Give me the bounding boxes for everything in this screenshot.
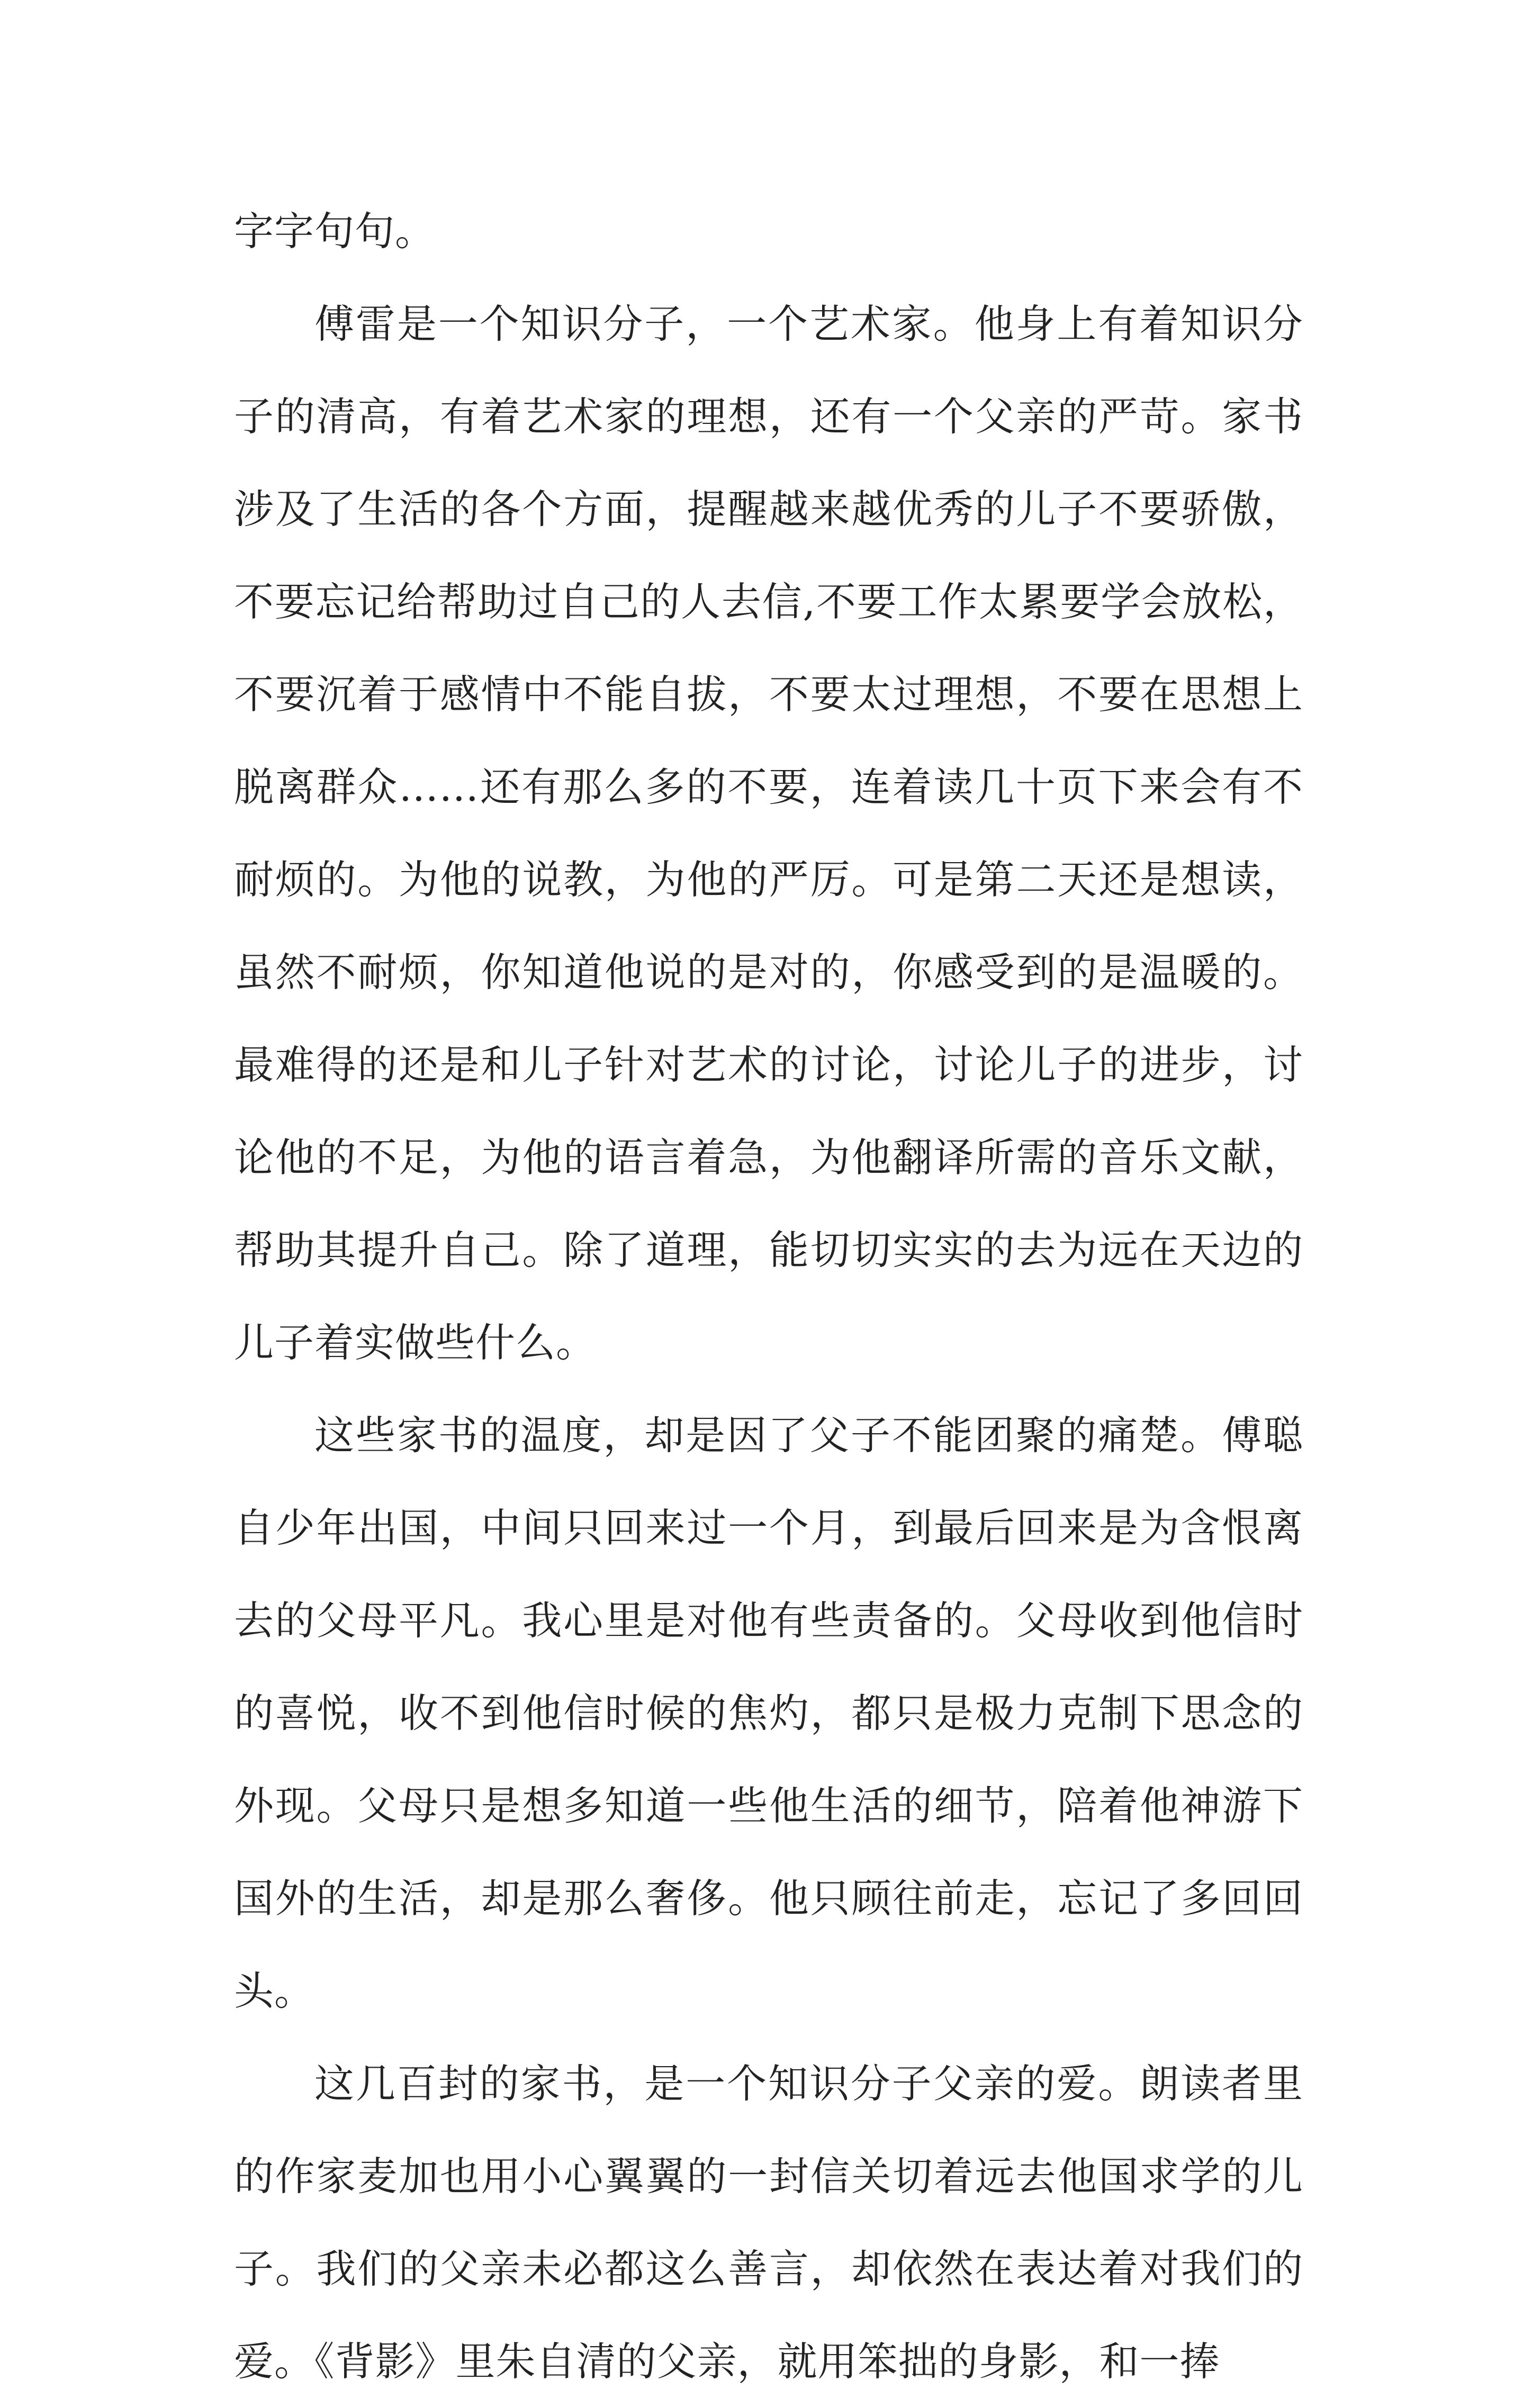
paragraph-fathers-love: 这几百封的家书，是一个知识分子父亲的爱。朗读者里的作家麦加也用小心翼翼的一封信关切着远去他国求学的儿子。我们的父亲未必都这么善言，却依然在表达着对我们的爱。《背影》里朱自清的父亲，就用笨拙的身影，和一捧 — [234, 2060, 1303, 2385]
paragraph-letters-warmth: 这些家书的温度，却是因了父子不能团聚的痛楚。傅聪自少年出国，中间只回来过一个月，到最后回来是为含恨离去的父母平凡。我心里是对他有些责备的。父母收到他信时的喜悦，收不到他信时候的焦灼，都只是极力克制下思念的外现。父母只是想多知道一些他生活的细节，陪着他神游下国外的生活，却是那么奢侈。他只顾往前走，忘记了多回回头。 — [234, 1412, 1303, 2014]
article-body — [234, 185, 1303, 2408]
paragraph-fu-lei: 傅雷是一个知识分子，一个艺术家。他身上有着知识分子的清高，有着艺术家的理想，还有一个父亲的严苛。家书涉及了生活的各个方面，提醒越来越优秀的儿子不要骄傲，不要忘记给帮助过自己的人去信,不要工作太累要学会放松，不要沉着于感情中不能自拔，不要太过理想，不要在思想上脱离群众……还有那么多的不要，连着读几十页下来会有不耐烦的。为他的说教，为他的严厉。可是第二天还是想读，虽然不耐烦，你知道他说的是对的，你感受到的是温暖的。最难得的还是和儿子针对艺术的讨论，讨论儿子的进步，讨论他的不足，为他的语言着急，为他翻译所需的音乐文献，帮助其提升自己。除了道理，能切切实实的去为远在天边的儿子着实做些什么。 — [234, 301, 1303, 1366]
paragraph-continuation: 字字句句。 — [234, 208, 436, 255]
